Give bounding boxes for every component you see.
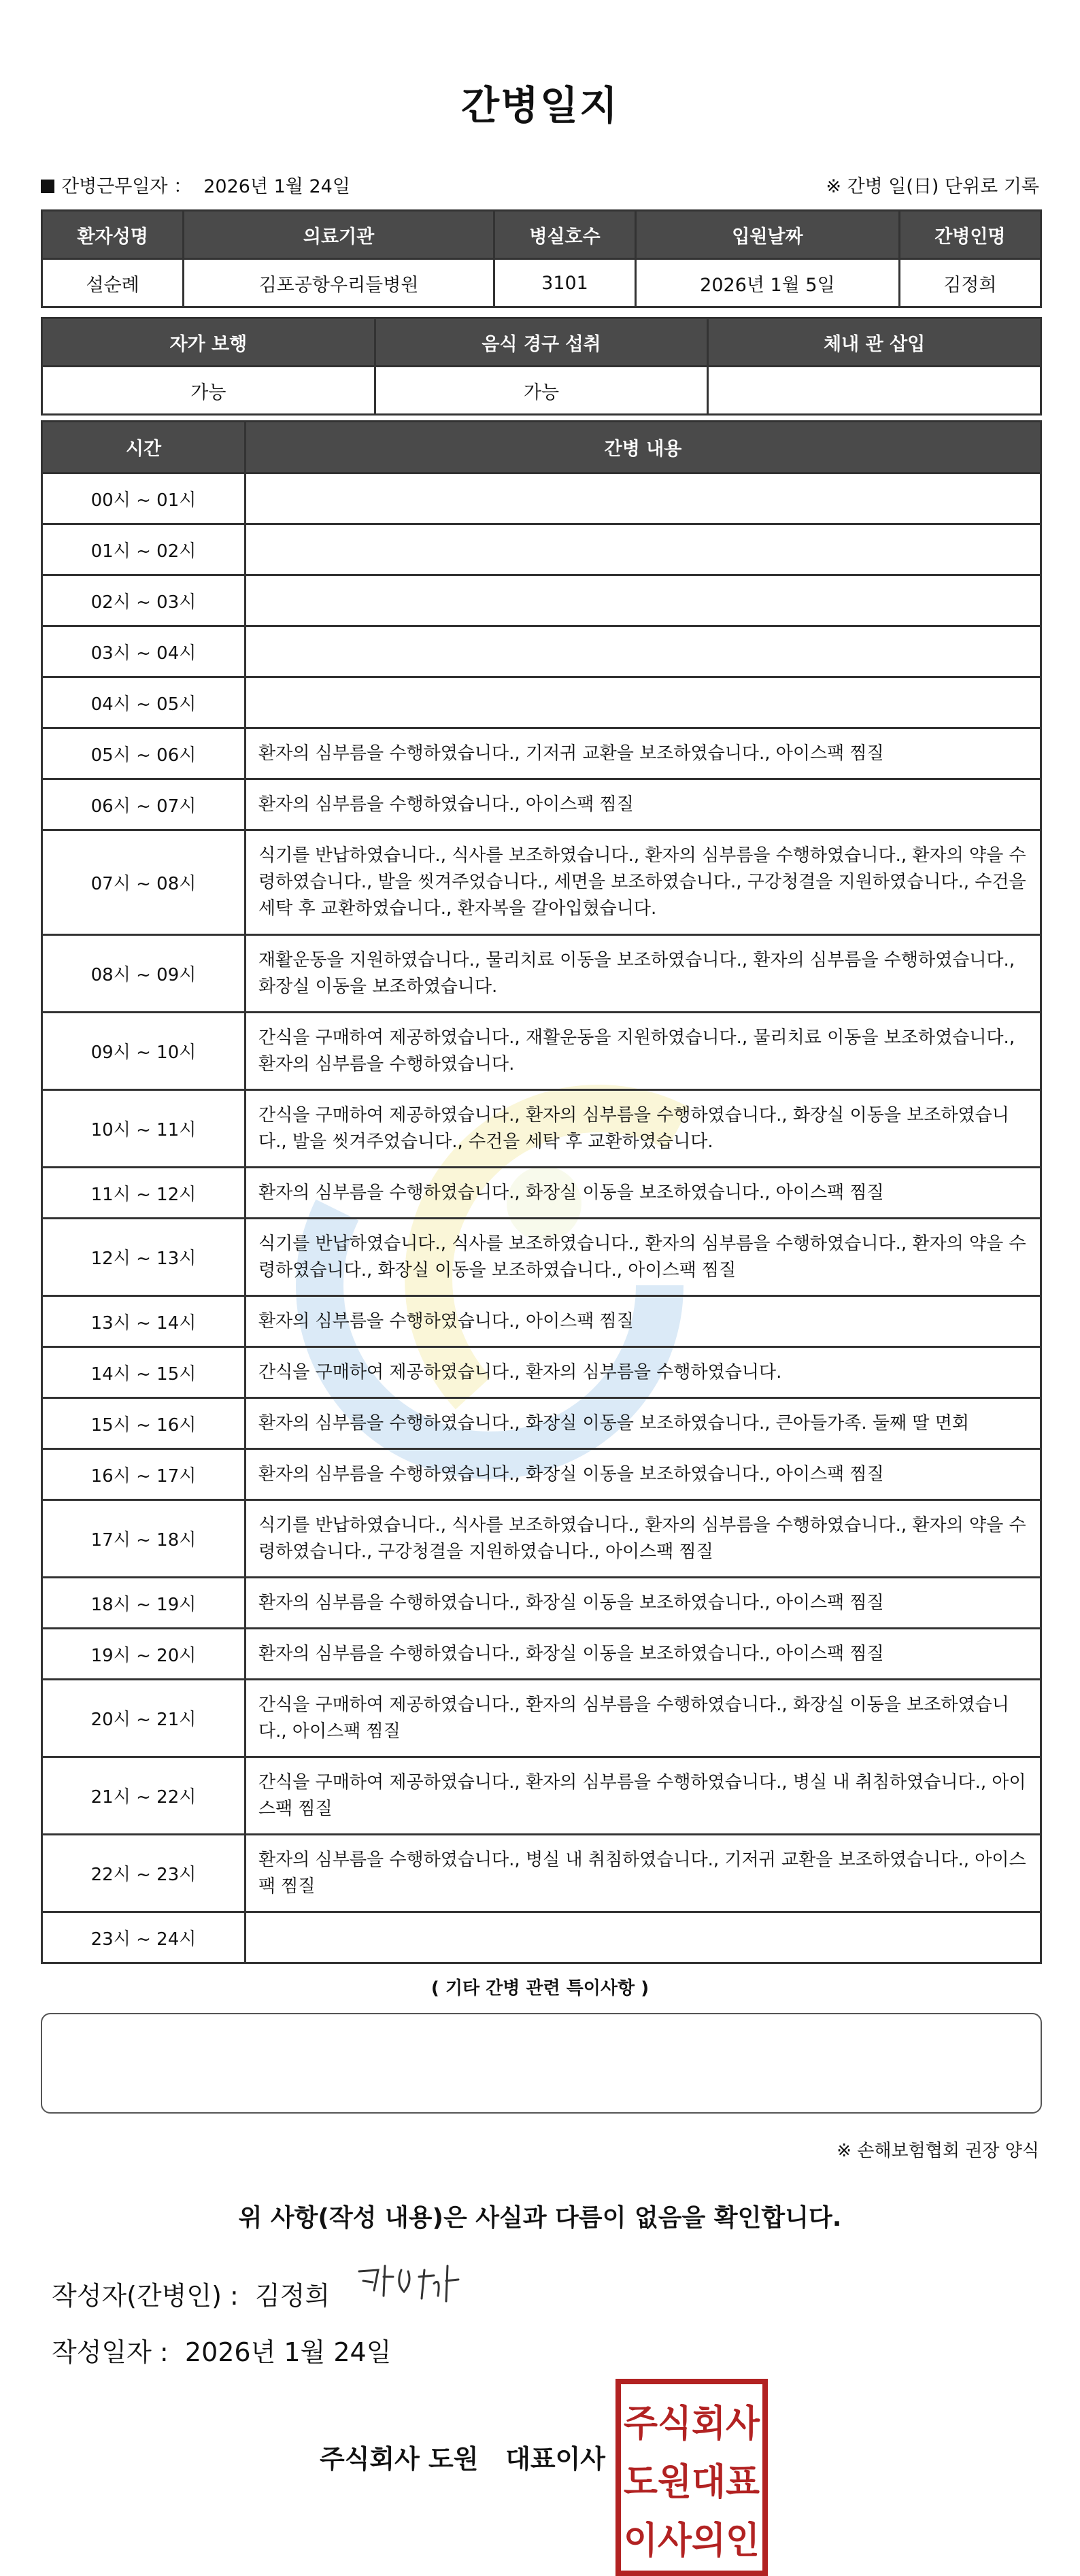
schedule-content: [246, 1912, 1041, 1963]
ability-value-tube: [708, 367, 1041, 415]
company-seal-icon: [615, 2379, 768, 2576]
schedule-time: 21시 ~ 22시: [42, 1757, 246, 1835]
schedule-header-time: 시간: [42, 422, 246, 473]
written-date-value: 2026년 1월 24일: [184, 2337, 392, 2367]
info-value-name: 설순례: [42, 259, 184, 307]
schedule-content: [246, 626, 1041, 677]
writer-label: 작성자(간병인) :: [52, 2281, 239, 2311]
written-date-label: 작성일자 :: [52, 2337, 169, 2367]
company-role: 대표이사: [505, 2444, 606, 2474]
notes-title: ( 기타 간병 관련 특이사항 ): [431, 1978, 649, 1999]
schedule-content: 환자의 심부름을 수행하였습니다., 화장실 이동을 보조하였습니다., 큰아들가족. 둘째 딸 면회: [246, 1398, 1041, 1449]
schedule-content: 간식을 구매하여 제공하였습니다., 환자의 심부름을 수행하였습니다., 화장실 이동을 보조하였습니다., 아이스팩 찜질: [246, 1680, 1041, 1757]
schedule-row: [42, 1680, 1041, 1757]
schedule-time: 09시 ~ 10시: [42, 1013, 246, 1090]
care-schedule-table: [41, 420, 1042, 1964]
schedule-header-row: [42, 422, 1041, 473]
notes-box: [41, 2013, 1042, 2114]
info-header-room: 병실호수: [494, 211, 635, 259]
schedule-time: 02시 ~ 03시: [42, 575, 246, 626]
svg-text:도원대표: 도원대표: [624, 2460, 760, 2503]
info-header-name: 환자성명: [42, 211, 184, 259]
svg-text:주식회사: 주식회사: [624, 2402, 760, 2445]
patient-info-header-row: [42, 211, 1041, 259]
ability-header-row: [42, 318, 1041, 367]
schedule-content: 간식을 구매하여 제공하였습니다., 환자의 심부름을 수행하였습니다., 화장실 이동을 보조하였습니다., 발을 씻겨주었습니다., 수건을 세탁 후 교환하였습니다.: [246, 1090, 1041, 1168]
schedule-content: 환자의 심부름을 수행하였습니다., 화장실 이동을 보조하였습니다., 아이스팩 찜질: [246, 1629, 1041, 1680]
schedule-content: 식기를 반납하였습니다., 식사를 보조하였습니다., 환자의 심부름을 수행하였습니다., 환자의 약을 수령하였습니다., 구강청결을 지원하였습니다., 아이스팩 찜질: [246, 1500, 1041, 1578]
schedule-row: [42, 1912, 1041, 1963]
company-name: 주식회사 도원: [320, 2444, 479, 2474]
ability-value-oral-intake: 가능: [375, 367, 708, 415]
schedule-time: 08시 ~ 09시: [42, 935, 246, 1013]
schedule-row: [42, 1757, 1041, 1835]
schedule-time: 15시 ~ 16시: [42, 1398, 246, 1449]
schedule-content: 환자의 심부름을 수행하였습니다., 화장실 이동을 보조하였습니다., 아이스팩 찜질: [246, 1168, 1041, 1219]
schedule-row: [42, 935, 1041, 1013]
schedule-content: 환자의 심부름을 수행하였습니다., 기저귀 교환을 보조하였습니다., 아이스팩 찜질: [246, 728, 1041, 779]
work-date-label: 간병근무일자 ：: [61, 176, 192, 197]
schedule-row: [42, 1449, 1041, 1500]
info-value-caregiver: 김정희: [899, 259, 1041, 307]
schedule-content: 환자의 심부름을 수행하였습니다., 화장실 이동을 보조하였습니다., 아이스팩 찜질: [246, 1449, 1041, 1500]
schedule-row: [42, 1835, 1041, 1912]
writer-name: 김정희: [254, 2281, 331, 2311]
schedule-time: 07시 ~ 08시: [42, 830, 246, 935]
schedule-row: [42, 830, 1041, 935]
schedule-time: 10시 ~ 11시: [42, 1090, 246, 1168]
schedule-row: [42, 524, 1041, 575]
schedule-time: 03시 ~ 04시: [42, 626, 246, 677]
schedule-time: 20시 ~ 21시: [42, 1680, 246, 1757]
schedule-time: 11시 ~ 12시: [42, 1168, 246, 1219]
schedule-content: [246, 575, 1041, 626]
notes-content: [42, 2014, 1041, 2036]
info-header-hospital: 의료기관: [184, 211, 494, 259]
patient-info-value-row: [42, 259, 1041, 307]
schedule-row: [42, 1578, 1041, 1629]
ability-header-oral-intake: 음식 경구 섭취: [375, 318, 708, 367]
company-line: [320, 2438, 605, 2475]
info-value-room: 3101: [494, 259, 635, 307]
schedule-time: 00시 ~ 01시: [42, 473, 246, 524]
written-date-line: [52, 2331, 391, 2369]
schedule-row: [42, 779, 1041, 830]
schedule-time: 19시 ~ 20시: [42, 1629, 246, 1680]
schedule-time: 01시 ~ 02시: [42, 524, 246, 575]
confirm-statement: 위 사항(작성 내용)은 사실과 다름이 없음을 확인합니다.: [238, 2204, 842, 2232]
schedule-header-content: 간병 내용: [246, 422, 1041, 473]
schedule-time: 06시 ~ 07시: [42, 779, 246, 830]
work-date-line: [41, 171, 350, 198]
schedule-time: 18시 ~ 19시: [42, 1578, 246, 1629]
schedule-row: [42, 1168, 1041, 1219]
schedule-content: 환자의 심부름을 수행하였습니다., 아이스팩 찜질: [246, 1296, 1041, 1347]
schedule-content: 환자의 심부름을 수행하였습니다., 아이스팩 찜질: [246, 779, 1041, 830]
schedule-row: [42, 473, 1041, 524]
ability-table: [41, 317, 1042, 416]
info-value-admit-date: 2026년 1월 5일: [636, 259, 900, 307]
info-header-admit-date: 입원날짜: [636, 211, 900, 259]
square-bullet-icon: [41, 180, 54, 193]
work-date-value: 2026년 1월 24일: [203, 176, 350, 197]
schedule-time: 05시 ~ 06시: [42, 728, 246, 779]
schedule-content: [246, 677, 1041, 728]
handwritten-signature-icon: [354, 2256, 469, 2311]
writer-line: [52, 2275, 330, 2312]
unit-note: ※ 간병 일(日) 단위로 기록: [826, 176, 1039, 197]
schedule-time: 12시 ~ 13시: [42, 1219, 246, 1296]
schedule-time: 13시 ~ 14시: [42, 1296, 246, 1347]
schedule-content: 간식을 구매하여 제공하였습니다., 환자의 심부름을 수행하였습니다., 병실 내 취침하였습니다., 아이스팩 찜질: [246, 1757, 1041, 1835]
schedule-time: 04시 ~ 05시: [42, 677, 246, 728]
ability-value-row: [42, 367, 1041, 415]
schedule-row: [42, 1090, 1041, 1168]
info-value-hospital: 김포공항우리들병원: [184, 259, 494, 307]
svg-text:이사의인: 이사의인: [624, 2519, 760, 2562]
schedule-row: [42, 626, 1041, 677]
schedule-content: 식기를 반납하였습니다., 식사를 보조하였습니다., 환자의 심부름을 수행하였습니다., 환자의 약을 수령하였습니다., 화장실 이동을 보조하였습니다., 아이스팩 찜질: [246, 1219, 1041, 1296]
schedule-row: [42, 1296, 1041, 1347]
document-title: 간병일지: [460, 82, 620, 129]
schedule-time: 17시 ~ 18시: [42, 1500, 246, 1578]
schedule-time: 16시 ~ 17시: [42, 1449, 246, 1500]
schedule-row: [42, 575, 1041, 626]
recommend-note: ※ 손해보험협회 권장 양식: [837, 2141, 1039, 2161]
schedule-row: [42, 1629, 1041, 1680]
schedule-row: [42, 728, 1041, 779]
schedule-row: [42, 1219, 1041, 1296]
schedule-content: 환자의 심부름을 수행하였습니다., 병실 내 취침하였습니다., 기저귀 교환을 보조하였습니다., 아이스팩 찜질: [246, 1835, 1041, 1912]
schedule-content: 식기를 반납하였습니다., 식사를 보조하였습니다., 환자의 심부름을 수행하였습니다., 환자의 약을 수령하였습니다., 발을 씻겨주었습니다., 세면을 보조하였습니다., 구강청결을 지원하였습니다., 수건을 세탁 후 교환하였습니다., 환자복을 갈아입혔습니다.: [246, 830, 1041, 935]
schedule-row: [42, 1398, 1041, 1449]
ability-header-walking: 자가 보행: [42, 318, 375, 367]
schedule-row: [42, 1013, 1041, 1090]
ability-header-tube: 체내 관 삽입: [708, 318, 1041, 367]
info-header-caregiver: 간병인명: [899, 211, 1041, 259]
schedule-time: 22시 ~ 23시: [42, 1835, 246, 1912]
schedule-content: [246, 524, 1041, 575]
patient-info-table: [41, 209, 1042, 308]
schedule-content: 간식을 구매하여 제공하였습니다., 환자의 심부름을 수행하였습니다.: [246, 1347, 1041, 1398]
schedule-time: 14시 ~ 15시: [42, 1347, 246, 1398]
schedule-content: 환자의 심부름을 수행하였습니다., 화장실 이동을 보조하였습니다., 아이스팩 찜질: [246, 1578, 1041, 1629]
schedule-row: [42, 677, 1041, 728]
schedule-content: [246, 473, 1041, 524]
schedule-row: [42, 1500, 1041, 1578]
schedule-content: 재활운동을 지원하였습니다., 물리치료 이동을 보조하였습니다., 환자의 심부름을 수행하였습니다., 화장실 이동을 보조하였습니다.: [246, 935, 1041, 1013]
ability-value-walking: 가능: [42, 367, 375, 415]
schedule-content: 간식을 구매하여 제공하였습니다., 재활운동을 지원하였습니다., 물리치료 이동을 보조하였습니다., 환자의 심부름을 수행하였습니다.: [246, 1013, 1041, 1090]
schedule-row: [42, 1347, 1041, 1398]
schedule-time: 23시 ~ 24시: [42, 1912, 246, 1963]
